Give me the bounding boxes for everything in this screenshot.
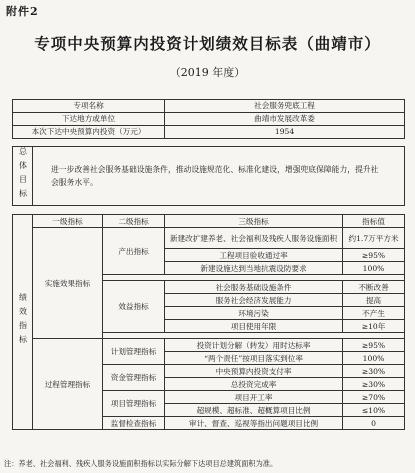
value-cell: ≥30% bbox=[343, 365, 405, 378]
header-value: 指标值 bbox=[343, 215, 405, 228]
header-level1: 一级指标 bbox=[33, 215, 103, 228]
value-cell: 100% bbox=[343, 262, 405, 275]
level2-cell: 项目管理指标 bbox=[103, 391, 165, 417]
value-cell: 提高 bbox=[343, 294, 405, 307]
level3-cell: 服务社会经济发展能力 bbox=[165, 294, 343, 307]
level3-cell: 超规模、超标准、超概算项目比例 bbox=[165, 404, 343, 417]
value-cell: ≤10% bbox=[343, 404, 405, 417]
level3-cell: 投资计划分解（转发）用时达标率 bbox=[165, 339, 343, 352]
level3-cell: 审计、督查、巡视等指出问题项目比例 bbox=[165, 417, 343, 430]
year-subtitle: （2019 年度） bbox=[169, 66, 246, 79]
level3-cell: “两个责任”按项目落实到位率 bbox=[165, 352, 343, 365]
level1-cell: 过程管理指标 bbox=[33, 339, 103, 430]
level3-cell: 工程项目验收通过率 bbox=[165, 249, 343, 262]
level3-cell: 新建设施达到当地抗震设防要求 bbox=[165, 262, 343, 275]
info-label-project: 专项名称 bbox=[13, 100, 165, 113]
info-value-unit: 曲靖市发展改革委 bbox=[165, 113, 405, 126]
value-cell: 不产生 bbox=[343, 307, 405, 320]
performance-indicator-label: 绩效指标 bbox=[13, 215, 33, 430]
info-label-unit: 下达地方或单位 bbox=[13, 113, 165, 126]
info-value-project: 社会服务兜底工程 bbox=[165, 100, 405, 113]
header-level2: 二级指标 bbox=[103, 215, 165, 228]
level3-cell: 总投资完成率 bbox=[165, 378, 343, 391]
info-value-investment: 1954 bbox=[165, 126, 405, 139]
level3-cell: 社会服务基础设施条件 bbox=[165, 281, 343, 294]
spacer-row bbox=[13, 206, 405, 215]
value-cell: ≥30% bbox=[343, 378, 405, 391]
overall-goal-label: 总体目标 bbox=[13, 147, 33, 206]
performance-target-table bbox=[12, 99, 405, 430]
attachment-label: 附件2 bbox=[6, 5, 39, 18]
level2-cell: 监督检查指标 bbox=[103, 417, 165, 430]
value-cell: ≥95% bbox=[343, 339, 405, 352]
spacer-row bbox=[13, 139, 405, 147]
value-cell: 不断改善 bbox=[343, 281, 405, 294]
overall-goal-text: 进一步改善社会服务基础设施条件，推动设施规范化、标准化建设，增强兜底保障能力，提升社会服务水平。 bbox=[33, 147, 405, 206]
header-level3: 三级指标 bbox=[165, 215, 343, 228]
level3-cell: 新建改扩建养老、社会福利及残疾人服务设施面积 bbox=[165, 228, 343, 249]
value-cell: 0 bbox=[343, 417, 405, 430]
value-cell: ≥70% bbox=[343, 391, 405, 404]
value-cell: 100% bbox=[343, 352, 405, 365]
footnote: 注：养老、社会福利、残疾人服务设施面积指标以实际分解下达项目总建筑面积为准。 bbox=[4, 459, 278, 468]
level2-cell: 效益指标 bbox=[103, 281, 165, 333]
page-title: 专项中央预算内投资计划绩效目标表（曲靖市） bbox=[34, 34, 381, 53]
level3-cell: 项目开工率 bbox=[165, 391, 343, 404]
level2-cell: 产出指标 bbox=[103, 228, 165, 275]
info-label-investment: 本次下达中央预算内投资（万元） bbox=[13, 126, 165, 139]
level3-cell: 中央预算内投资支付率 bbox=[165, 365, 343, 378]
value-cell: 约1.7万平方米 bbox=[343, 228, 405, 249]
level3-cell: 项目使用年限 bbox=[165, 320, 343, 333]
level2-cell: 计划管理指标 bbox=[103, 339, 165, 365]
value-cell: ≥95% bbox=[343, 249, 405, 262]
level2-cell: 资金管理指标 bbox=[103, 365, 165, 391]
level3-cell: 环境污染 bbox=[165, 307, 343, 320]
value-cell: ≥10年 bbox=[343, 320, 405, 333]
level1-cell: 实施效果指标 bbox=[33, 228, 103, 339]
